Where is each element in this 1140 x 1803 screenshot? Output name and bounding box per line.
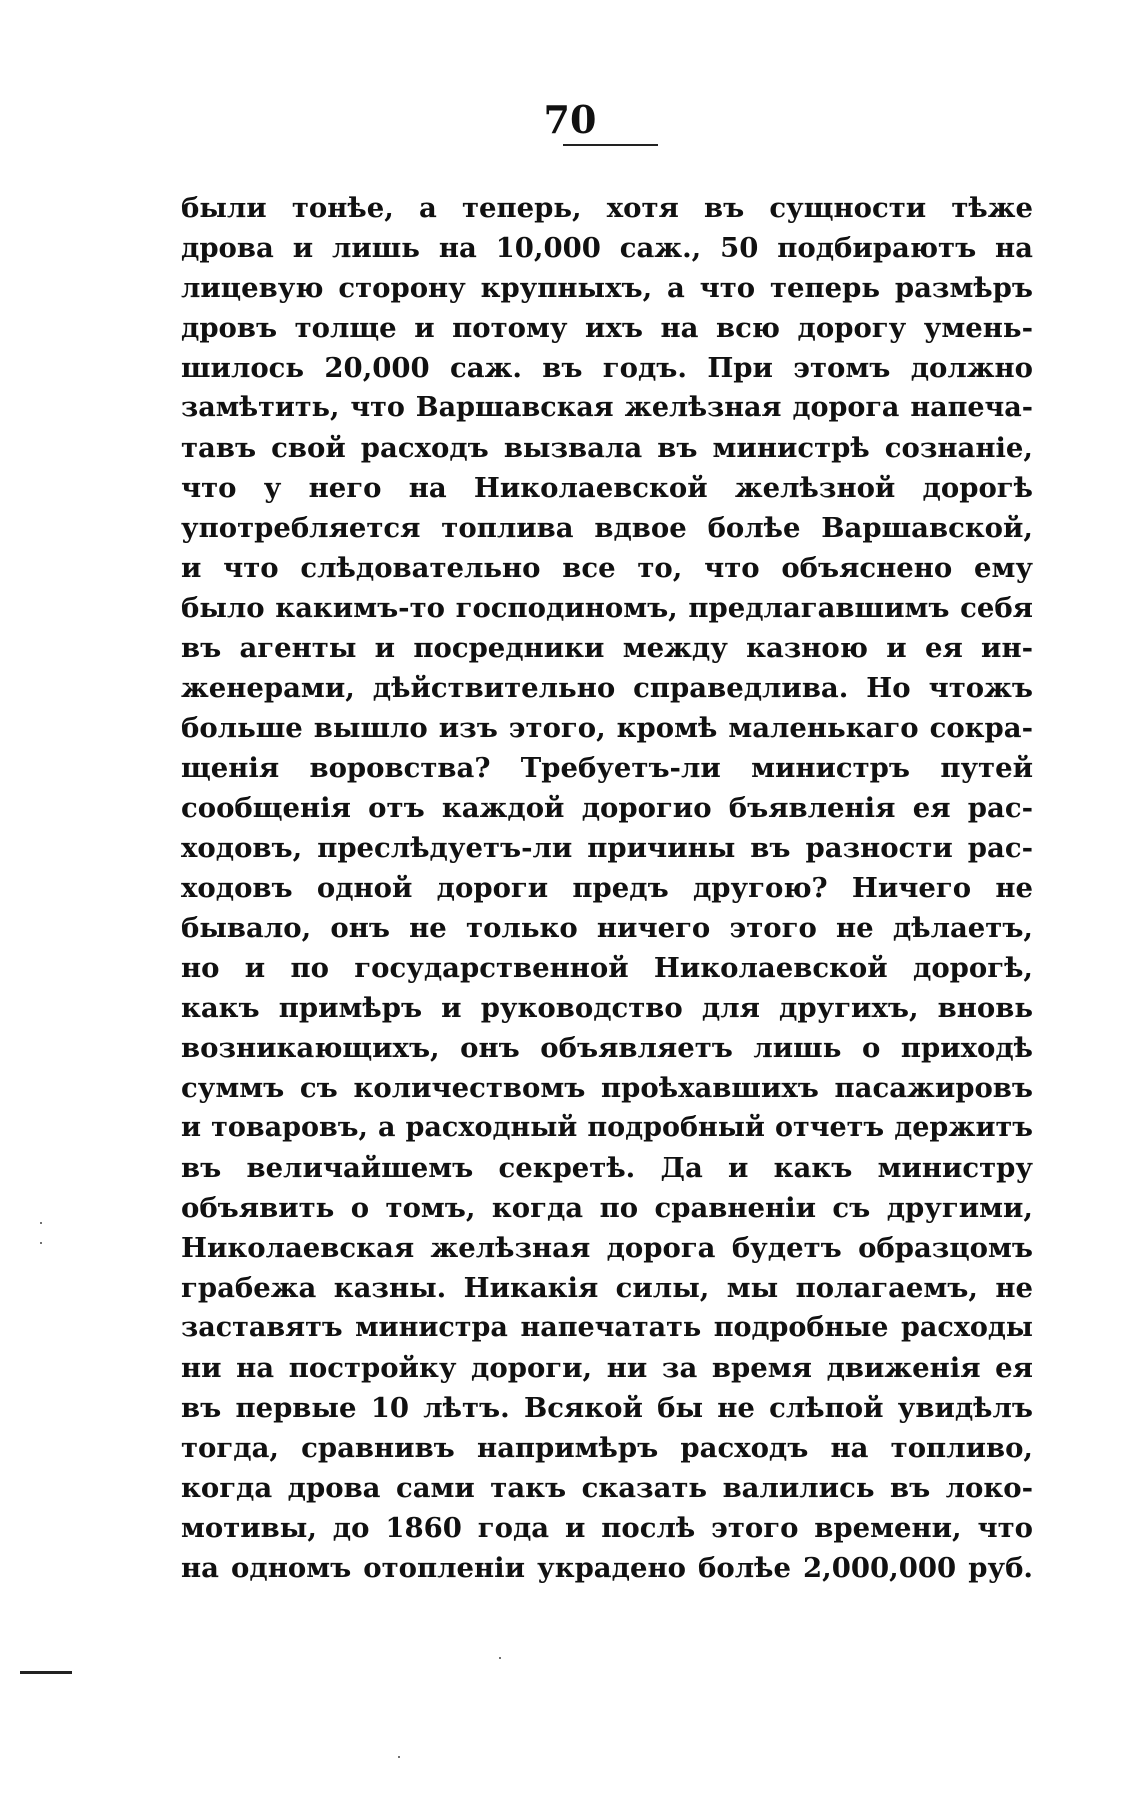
page-number-rule (563, 144, 658, 146)
text-line: было какимъ-то господиномъ, предлагавшимъ себя (181, 592, 1033, 624)
page-number: 70 (543, 97, 597, 142)
text-line: употребляется топлива вдвое болѣе Варшавской, (181, 512, 1033, 544)
paper-speck (40, 1222, 42, 1224)
text-line: заставятъ министра напечатать подробные расходы (181, 1312, 1033, 1343)
text-line: Николаевская желѣзная дорога будетъ образцомъ (181, 1232, 1033, 1264)
text-line: суммъ съ количествомъ проѣхавшихъ пасажировъ (181, 1072, 1033, 1104)
margin-rule-mark (20, 1671, 72, 1674)
text-line: дровъ толще и потому ихъ на всю дорогу умень- (181, 312, 1033, 344)
text-line: объявить о томъ, когда по сравненіи съ другими, (181, 1192, 1033, 1224)
text-line: ни на постройку дороги, ни за время движенія ея (181, 1352, 1033, 1384)
text-line: мотивы, до 1860 года и послѣ этого времени, что (181, 1512, 1033, 1544)
text-line: тогда, сравнивъ напримѣръ расходъ на топливо, (181, 1432, 1033, 1464)
text-line: въ первые 10 лѣтъ. Всякой бы не слѣпой увидѣлъ (181, 1392, 1033, 1424)
text-line: возникающихъ, онъ объявляетъ лишь о приходѣ (181, 1032, 1033, 1064)
text-line: больше вышло изъ этого, кромѣ маленькаго сокра- (181, 712, 1033, 744)
text-line: щенія воровства? Требуетъ-ли министръ путей (181, 752, 1033, 784)
text-line: когда дрова сами такъ сказать валились въ локо- (181, 1472, 1033, 1504)
text-line: что у него на Николаевской желѣзной дорогѣ (181, 472, 1033, 504)
text-line: замѣтить, что Варшавская желѣзная дорога напеча- (181, 392, 1033, 423)
text-line: ходовъ одной дороги предъ другою? Ничего не (181, 872, 1033, 904)
text-line: дрова и лишь на 10,000 саж., 50 подбираютъ на (181, 232, 1033, 264)
text-line: въ величайшемъ секретѣ. Да и какъ министру (181, 1152, 1033, 1184)
text-line: женерами, дѣйствительно справедлива. Но чтожъ (181, 672, 1033, 704)
text-line: были тонѣе, а теперь, хотя въ сущности тѣже (181, 192, 1033, 224)
text-line: ходовъ, преслѣдуетъ-ли причины въ разности рас- (181, 832, 1033, 864)
text-line: на одномъ отопленіи украдено болѣе 2,000,000 руб. (181, 1552, 1033, 1584)
text-line: въ агенты и посредники между казною и ея ин- (181, 632, 1033, 664)
paper-speck (398, 1756, 400, 1758)
body-text (181, 188, 1033, 1588)
text-line: сообщенія отъ каждой дорогио бъявленія ея рас- (181, 792, 1033, 824)
text-line: шилось 20,000 саж. въ годъ. При этомъ должно (181, 352, 1033, 384)
text-line: тавъ свой расходъ вызвала въ министрѣ сознаніе, (181, 432, 1033, 464)
text-line: бывало, онъ не только ничего этого не дѣлаетъ, (181, 912, 1033, 944)
text-line: грабежа казны. Никакія силы, мы полагаемъ, не (181, 1272, 1033, 1304)
text-line: и товаровъ, а расходный подробный отчетъ держитъ (181, 1112, 1033, 1143)
text-line: и что слѣдовательно все то, что объяснено ему (181, 552, 1033, 584)
text-line: какъ примѣръ и руководство для другихъ, вновь (181, 992, 1033, 1024)
paper-speck (40, 1242, 42, 1244)
paper-speck (499, 1657, 501, 1659)
text-line: но и по государственной Николаевской дорогѣ, (181, 952, 1033, 984)
text-line: лицевую сторону крупныхъ, а что теперь размѣръ (181, 272, 1033, 304)
